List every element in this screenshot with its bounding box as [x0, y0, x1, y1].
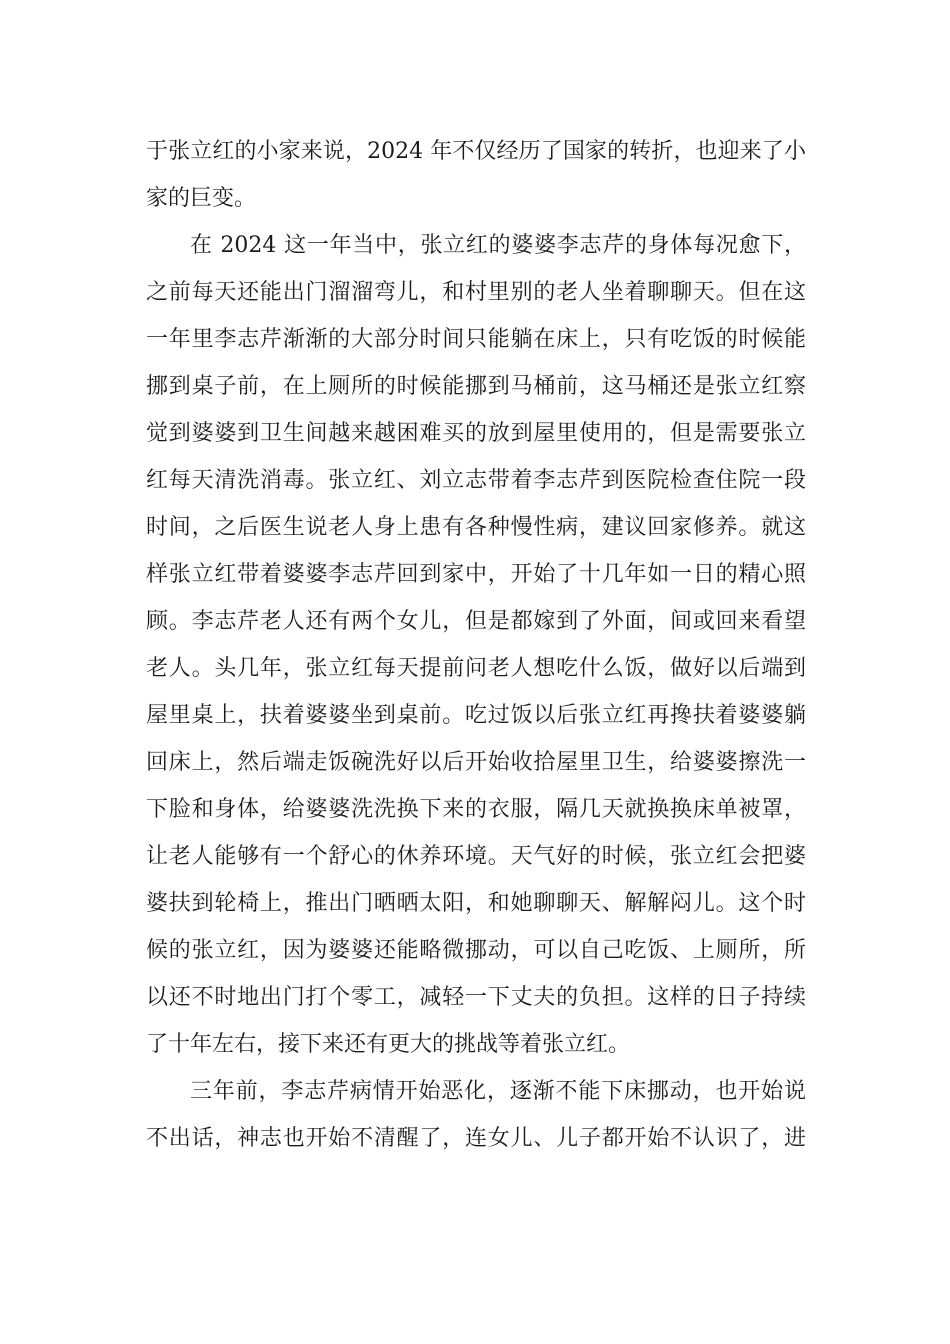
text-line: 婆扶到轮椅上，推出门晒晒太阳，和她聊聊天、解解闷儿。这个时: [146, 891, 806, 916]
text-line: 于张立红的小家来说，2024 年不仅经历了国家的转折，也迎来了小: [146, 139, 806, 164]
paragraph: [146, 128, 806, 222]
text-line: 了十年左右，接下来还有更大的挑战等着张立红。: [146, 1032, 631, 1057]
text-line: 样张立红带着婆婆李志芹回到家中，开始了十几年如一日的精心照: [146, 562, 806, 587]
text-line: 挪到桌子前，在上厕所的时候能挪到马桶前，这马桶还是张立红察: [146, 374, 806, 399]
text-line: 之前每天还能出门溜溜弯儿，和村里别的老人坐着聊聊天。但在这: [146, 280, 806, 305]
text-line: 以还不时地出门打个零工，减轻一下丈夫的负担。这样的日子持续: [146, 985, 806, 1010]
text-line: 候的张立红，因为婆婆还能略微挪动，可以自己吃饭、上厕所，所: [146, 938, 806, 963]
text-line: 红每天清洗消毒。张立红、刘立志带着李志芹到医院检查住院一段: [146, 468, 806, 493]
text-line: 一年里李志芹渐渐的大部分时间只能躺在床上，只有吃饭的时候能: [146, 327, 806, 352]
body-text: [146, 128, 806, 1162]
text-line: 三年前，李志芹病情开始恶化，逐渐不能下床挪动，也开始说: [190, 1079, 806, 1104]
paragraph: [146, 222, 806, 1068]
text-line: 觉到婆婆到卫生间越来越困难买的放到屋里使用的，但是需要张立: [146, 421, 806, 446]
text-line: 在 2024 这一年当中，张立红的婆婆李志芹的身体每况愈下，: [190, 233, 806, 258]
text-line: 时间，之后医生说老人身上患有各种慢性病，建议回家修养。就这: [146, 515, 806, 540]
text-line: 家的巨变。: [146, 186, 257, 211]
text-line: 不出话，神志也开始不清醒了，连女儿、儿子都开始不认识了，进: [146, 1126, 806, 1151]
text-line: 屋里桌上，扶着婆婆坐到桌前。吃过饭以后张立红再搀扶着婆婆躺: [146, 703, 806, 728]
text-line: 回床上，然后端走饭碗洗好以后开始收拾屋里卫生，给婆婆擦洗一: [146, 750, 806, 775]
paragraph: [146, 1068, 806, 1162]
text-line: 让老人能够有一个舒心的休养环境。天气好的时候，张立红会把婆: [146, 844, 806, 869]
text-line: 顾。李志芹老人还有两个女儿，但是都嫁到了外面，间或回来看望: [146, 609, 806, 634]
text-line: 老人。头几年，张立红每天提前问老人想吃什么饭，做好以后端到: [146, 656, 806, 681]
text-line: 下脸和身体，给婆婆洗洗换下来的衣服，隔几天就换换床单被罩，: [146, 797, 806, 822]
